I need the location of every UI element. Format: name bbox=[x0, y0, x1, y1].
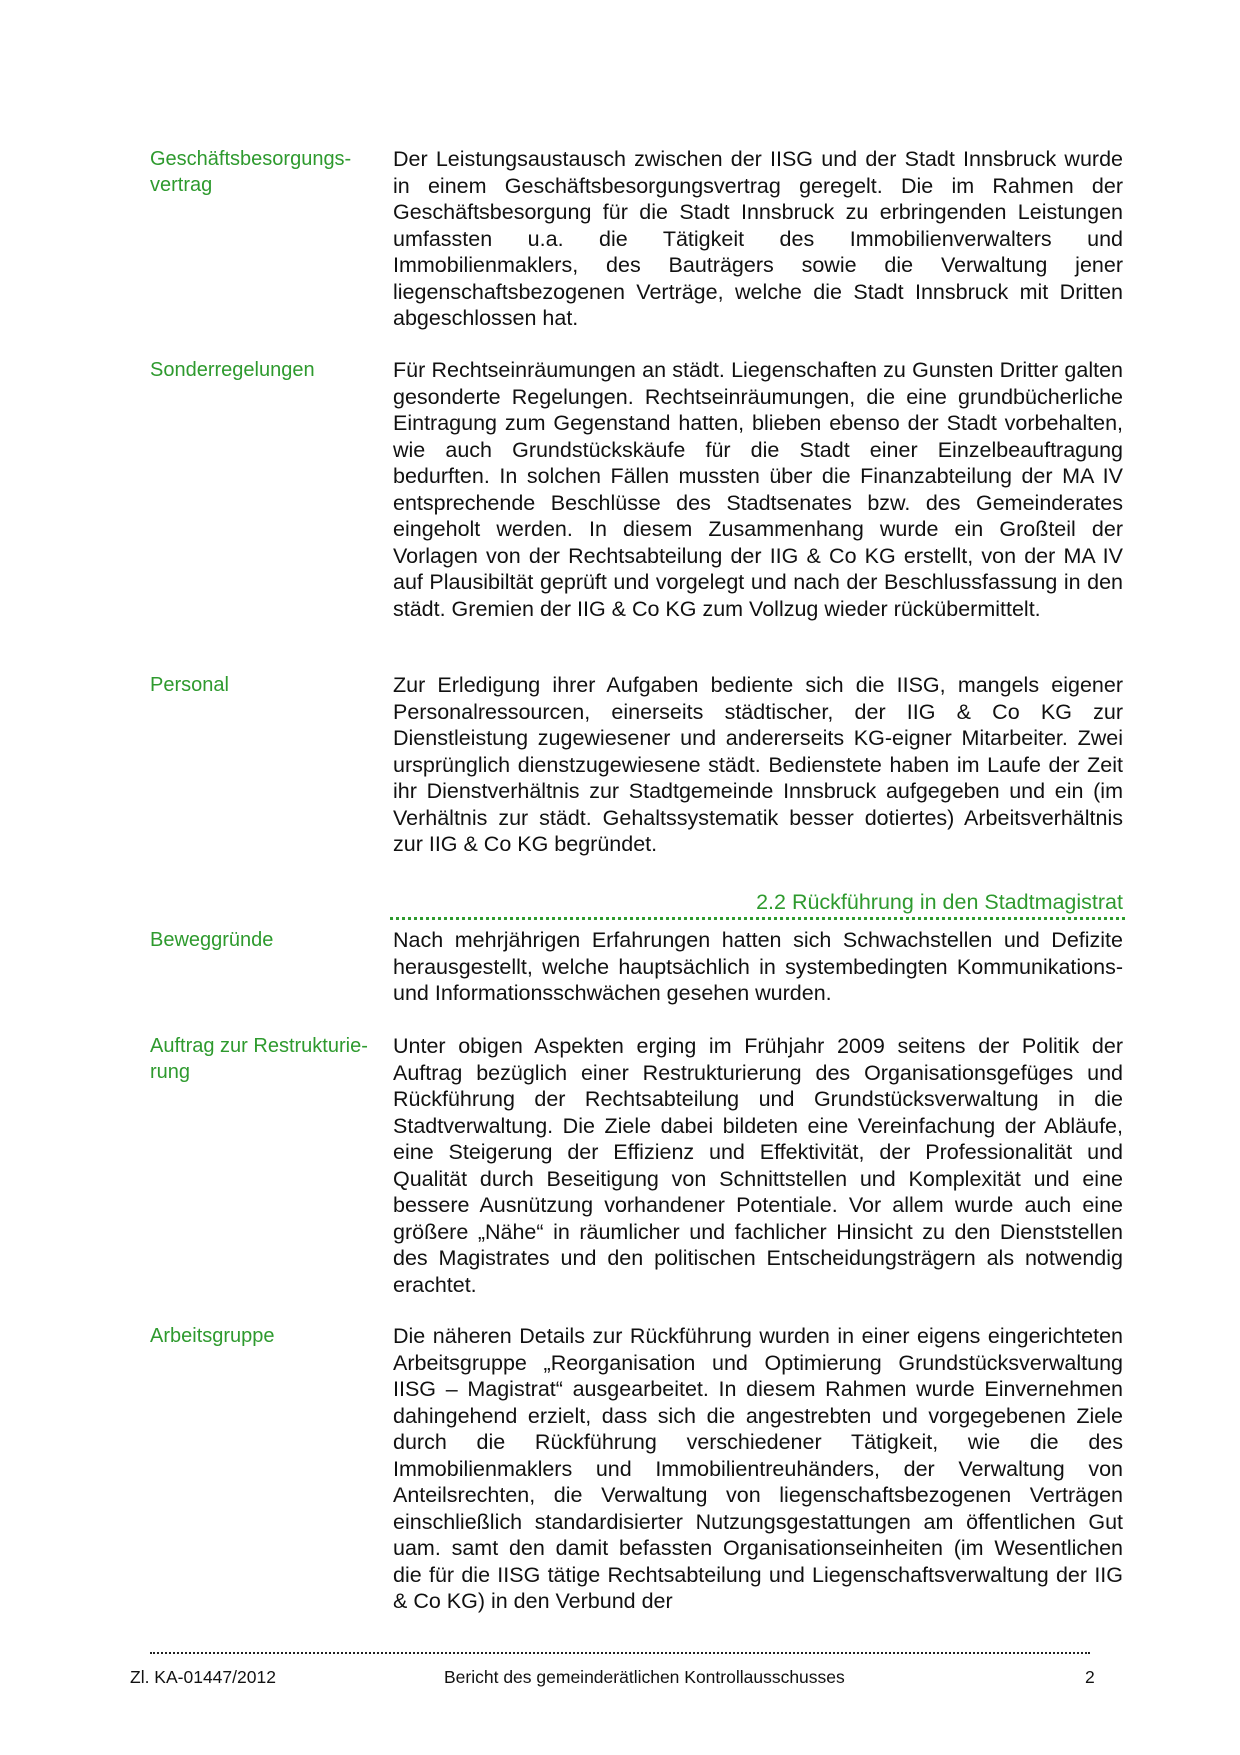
margin-label: Beweggründe bbox=[150, 929, 274, 951]
footer-divider bbox=[150, 1652, 1090, 1654]
footer-title: Bericht des gemeinderätlichen Kontrollausschusses bbox=[444, 1667, 845, 1687]
paragraph: Unter obigen Aspekten erging im Frühjahr 2009 seitens der Politik der Auftrag bezüglich einer Restrukturierung des Organisationsgefüges und Rückführung der Rechtsabteilung und Grundstücksverwaltung in die Stadtverwaltung. Die Ziele dabei bildeten eine Vereinfachung der Abläufe, eine Steigerung der Effizienz und Effektivität, der Professionalität und Qualität durch Beseitigung von Schnittstellen und Komplexität und eine bessere Ausnützung vorhandener Potentiale. Vor allem wurde auch eine größere „Nähe“ in räumlicher und fachlicher Hinsicht zu den Dienststellen des Magistrates und den politischen Entscheidungsträgern als notwendig erachtet. bbox=[393, 1034, 1123, 1297]
margin-label: Sonderregelungen bbox=[150, 359, 315, 381]
paragraph: Für Rechtseinräumungen an städt. Liegenschaften zu Gunsten Dritter galten gesonderte Regelungen. Rechtseinräumungen, die eine grundbücherliche Eintragung zum Gegenstand hatten, blieben ebenso der Stadt vorbehalten, wie auch Grundstückskäufe für die Stadt einer Einzelbeauftragung bedurften. In solchen Fällen mussten über die Finanzabteilung der MA IV entsprechende Beschlüsse des Stadtsenates bzw. des Gemeinderates eingeholt werden. In diesem Zusammenhang wurde ein Großteil der Vorlagen von der Rechtsabteilung der IIG & Co KG erstellt, von der MA IV auf Plausibiltät geprüft und vorgelegt und nach der Beschlussfassung in den städt. Gremien der IIG & Co KG zum Vollzug wieder rückübermittelt. bbox=[393, 358, 1123, 621]
section-heading: 2.2 Rückführung in den Stadtmagistrat bbox=[756, 890, 1123, 914]
paragraph: Die näheren Details zur Rückführung wurden in einer eigens eingerichteten Arbeitsgruppe „Reorganisation und Optimierung Grundstücksverwaltung IISG – Magistrat“ ausgearbeitet. In diesem Rahmen wurde Einvernehmen dahingehend erzielt, dass sich die angestrebten und vorgegebenen Ziele durch die Rückführung verschiedener Tätigkeit, wie die des Immobilienmaklers und Immobilientreuhänders, der Verwaltung von Anteilsrechten, die Verwaltung von liegenschaftsbezogenen Verträgen einschließlich standardisierter Nutzungsgestattungen am öffentlichen Gut uam. samt den damit befassten Organisationseinheiten (im Wesentlichen die für die IISG tätige Rechtsabteilung und Liegenschaftsverwaltung der IIG & Co KG) in den Verbund der bbox=[393, 1324, 1123, 1613]
margin-label: Geschäftsbesorgungs- vertrag bbox=[150, 148, 352, 196]
paragraph: Nach mehrjährigen Erfahrungen hatten sich Schwachstellen und Defizite herausgestellt, welche hauptsächlich in systembedingten Kommunikations- und Informationsschwächen gesehen wurden. bbox=[393, 928, 1123, 1005]
margin-label: Auftrag zur Restrukturie- rung bbox=[150, 1035, 368, 1083]
paragraph: Zur Erledigung ihrer Aufgaben bediente sich die IISG, mangels eigener Personalressourcen, einerseits städtischer, der IIG & Co KG zur Dienstleistung zugewiesener und andererseits KG-eigner Mitarbeiter. Zwei ursprünglich dienstzugewiesene städt. Bedienstete haben im Laufe der Zeit ihr Dienstverhältnis zur Stadtgemeinde Innsbruck aufgegeben und ein (im Verhältnis zur städt. Gehaltssystematik besser dotiertes) Arbeitsverhältnis zur IIG & Co KG begründet. bbox=[393, 673, 1123, 856]
margin-label: Arbeitsgruppe bbox=[150, 1325, 275, 1347]
document-number: Zl. KA-01447/2012 bbox=[130, 1667, 276, 1687]
paragraph: Der Leistungsaustausch zwischen der IISG und der Stadt Innsbruck wurde in einem Geschäftsbesorgungsvertrag geregelt. Die im Rahmen der Geschäftsbesorgung für die Stadt Innsbruck zu erbringenden Leistungen umfassten u.a. die Tätigkeit des Immobilienverwalters und Immobilienmaklers, des Bauträgers sowie die Verwaltung jener liegenschaftsbezogenen Verträge, welche die Stadt Innsbruck mit Dritten abgeschlossen hat. bbox=[393, 147, 1123, 330]
heading-divider bbox=[390, 917, 1125, 920]
page-number: 2 bbox=[1085, 1667, 1095, 1687]
margin-label: Personal bbox=[150, 674, 229, 696]
